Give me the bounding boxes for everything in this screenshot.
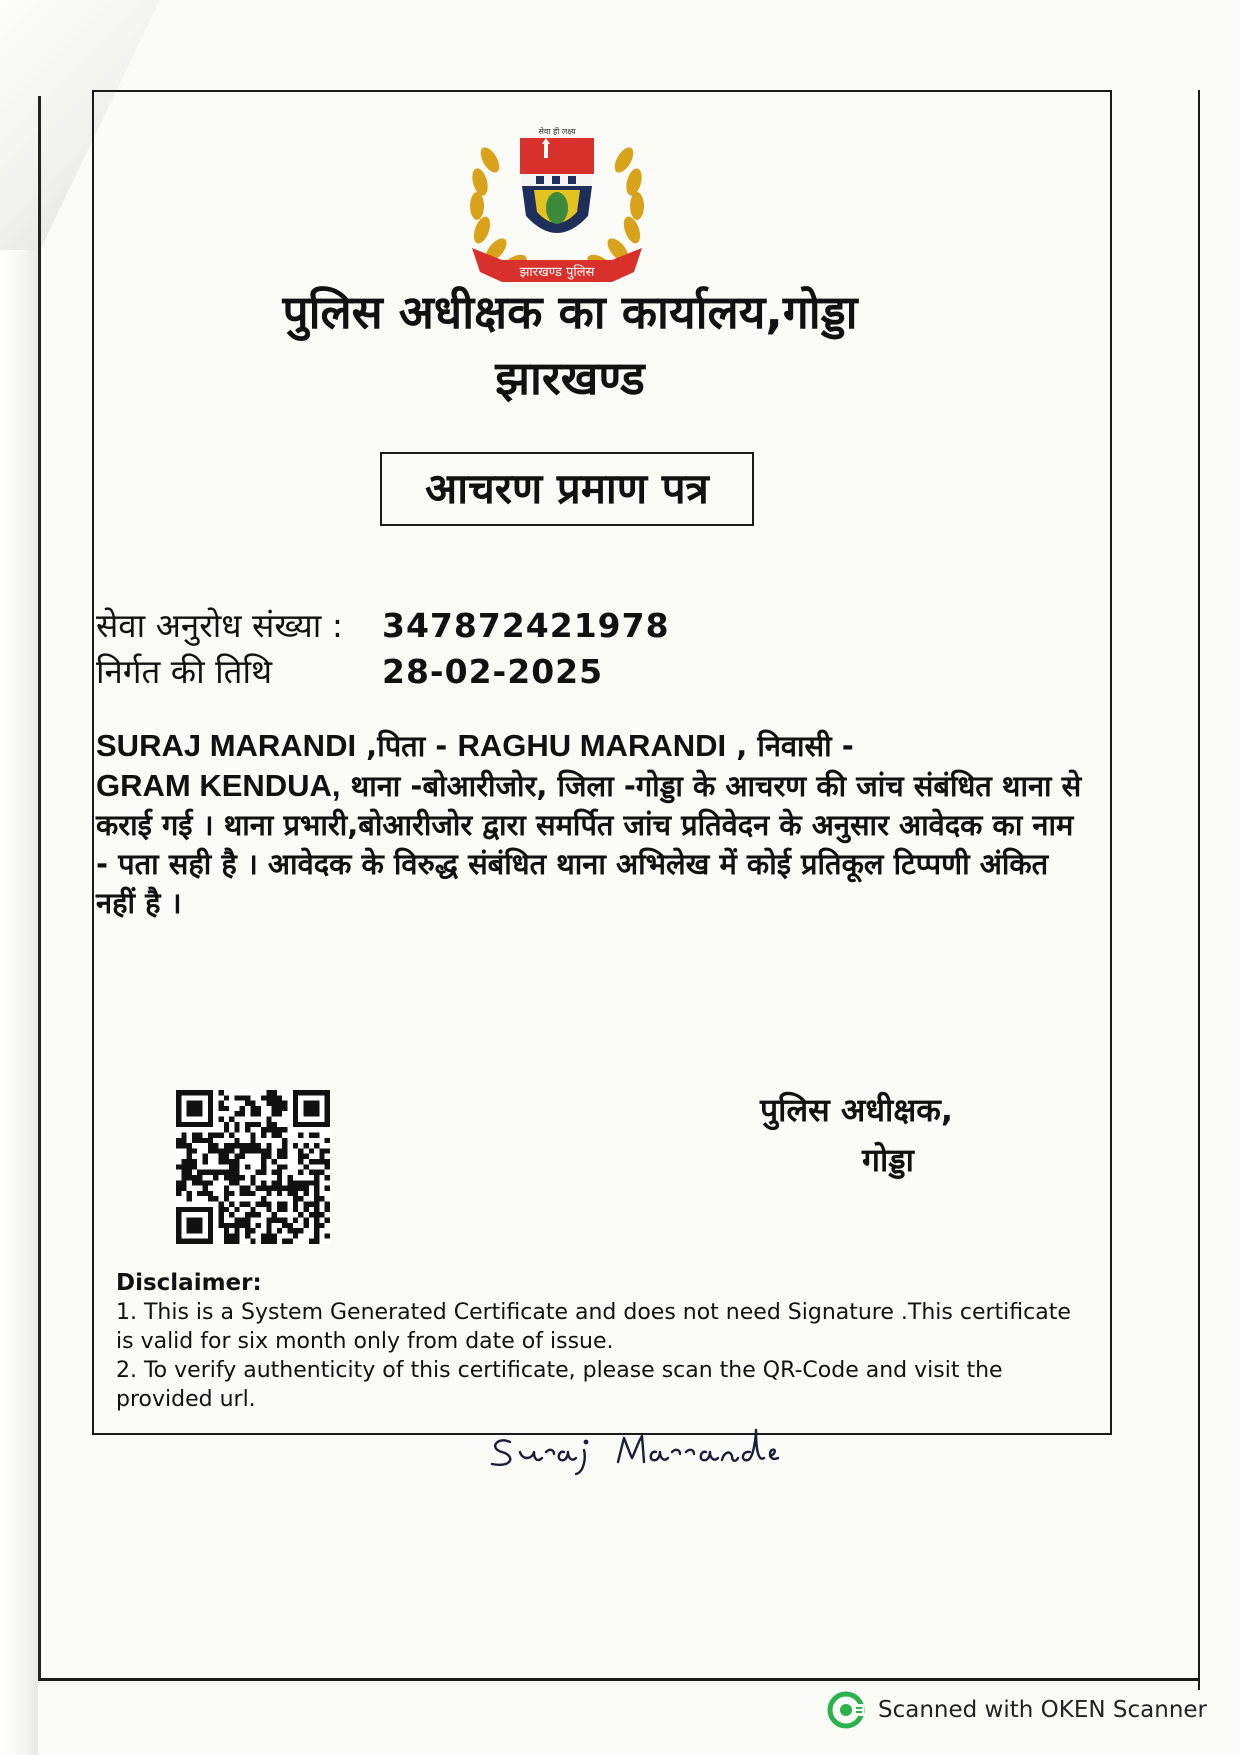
signatory-location: गोड्डा [862, 1141, 914, 1179]
qr-code[interactable] [176, 1090, 330, 1244]
handwritten-signature [480, 1418, 800, 1478]
scanner-watermark [826, 1688, 1226, 1732]
certificate-body [96, 726, 1086, 923]
svg-text:झारखण्ड पुलिस: झारखण्ड पुलिस [519, 265, 595, 280]
disclaimer-item-1: 1. This is a System Generated Certificate and does not need Signature .This certificate is valid for six month only from date of issue. [116, 1300, 1071, 1354]
father-label: ,पिता - [356, 729, 458, 763]
signatory-designation: पुलिस अधीक्षक, [760, 1091, 954, 1129]
oken-scanner-icon [826, 1690, 866, 1730]
paper-right-edge [1198, 90, 1200, 1690]
disclaimer-item-2: 2. To verify authenticity of this certificate, please scan the QR-Code and visit the provided url. [116, 1358, 1003, 1412]
disclaimer-section [116, 1268, 1076, 1414]
office-heading: पुलिस अधीक्षक का कार्यालय,गोड्डा [282, 285, 858, 339]
paper-left-edge [38, 96, 41, 1681]
scanner-label: Scanned with OKEN Scanner [878, 1697, 1207, 1723]
father-name: RAGHU MARANDI [457, 728, 727, 763]
disclaimer-title: Disclaimer: [116, 1270, 262, 1296]
service-request-number: 347872421978 [382, 606, 670, 645]
issue-date-row [96, 650, 603, 694]
issue-date-label: निर्गत की तिथि [96, 652, 273, 691]
body-statement: थाना -बोआरीजोर, जिला -गोड्डा के आचरण की जांच संबंधित थाना से कराई गई । थाना प्रभारी,बोआरीजोर द्वारा समर्पित जांच प्रतिवेदन के अनुसार आवेदक का नाम - पता सही है । आवेदक के विरुद्ध संबंधित थाना अभिलेख में कोई प्रतिकूल टिप्पणी अंकित नहीं है । [96, 769, 1082, 920]
state-heading: झारखण्ड [495, 351, 645, 405]
service-request-row [96, 604, 670, 648]
certificate-title: आचरण प्रमाण पत्र [380, 452, 754, 526]
paper-bottom-edge [40, 1678, 1200, 1681]
service-request-label: सेवा अनुरोध संख्या : [96, 606, 343, 645]
resident-label: , निवासी - [726, 729, 854, 763]
police-emblem-icon [462, 120, 652, 300]
issue-date-value: 28-02-2025 [382, 652, 604, 691]
applicant-name: SURAJ MARANDI [96, 728, 357, 763]
scan-left-margin [0, 0, 38, 1755]
svg-text:सेवा ही लक्ष्य: सेवा ही लक्ष्य [538, 127, 576, 136]
applicant-address: GRAM KENDUA, [96, 768, 341, 803]
